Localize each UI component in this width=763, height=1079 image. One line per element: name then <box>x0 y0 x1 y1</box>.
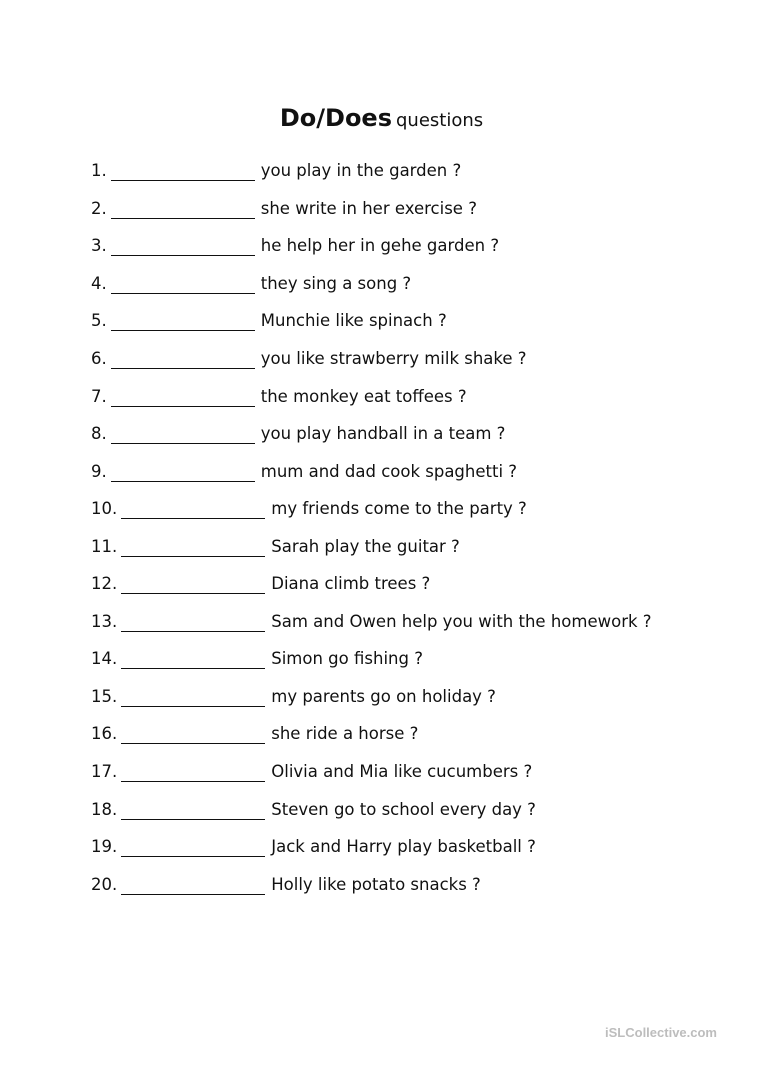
question-item <box>91 415 731 453</box>
question-text: Diana climb trees ? <box>271 574 431 594</box>
question-number: 13. <box>91 611 118 631</box>
question-number: 4. <box>91 273 107 293</box>
question-text: Steven go to school every day ? <box>271 799 536 819</box>
question-text: she ride a horse ? <box>271 724 419 744</box>
answer-blank[interactable] <box>121 880 265 895</box>
question-number: 14. <box>91 649 118 669</box>
page-title <box>0 96 763 134</box>
question-text: he help her in gehe garden ? <box>260 236 500 256</box>
question-number: 3. <box>91 236 107 256</box>
question-text: my parents go on holiday ? <box>271 686 496 706</box>
title-main: Do/Does <box>279 104 392 132</box>
answer-blank[interactable] <box>111 166 255 181</box>
question-text: they sing a song ? <box>260 273 412 293</box>
question-number: 11. <box>91 536 118 556</box>
answer-blank[interactable] <box>121 504 265 519</box>
question-text: Simon go fishing ? <box>271 649 423 669</box>
answer-blank[interactable] <box>111 241 255 256</box>
question-number: 5. <box>91 311 107 331</box>
question-text: the monkey eat toffees ? <box>260 386 467 406</box>
question-number: 10. <box>91 499 118 519</box>
question-number: 1. <box>91 161 107 181</box>
question-text: Sam and Owen help you with the homework ? <box>271 611 652 631</box>
question-text: she write in her exercise ? <box>260 198 477 218</box>
question-item <box>91 152 731 190</box>
answer-blank[interactable] <box>121 692 265 707</box>
question-text: mum and dad cook spaghetti ? <box>260 461 518 481</box>
question-number: 7. <box>91 386 107 406</box>
question-item <box>91 828 731 866</box>
question-number: 15. <box>91 686 118 706</box>
question-number: 6. <box>91 349 107 368</box>
question-item <box>91 715 731 753</box>
question-number: 16. <box>91 724 118 744</box>
answer-blank[interactable] <box>111 279 255 294</box>
question-item <box>91 527 731 565</box>
question-number: 9. <box>91 461 107 481</box>
title-subtitle: questions <box>396 110 484 131</box>
question-item <box>91 452 731 490</box>
answer-blank[interactable] <box>111 467 255 482</box>
question-text: Sarah play the guitar ? <box>271 536 460 556</box>
question-number: 18. <box>91 799 118 819</box>
answer-blank[interactable] <box>121 805 265 820</box>
question-item <box>91 227 731 265</box>
answer-blank[interactable] <box>121 842 265 857</box>
question-text: you play in the garden ? <box>260 161 462 181</box>
question-text: you play handball in a team ? <box>260 424 506 444</box>
answer-blank[interactable] <box>121 654 265 669</box>
question-item <box>91 790 731 828</box>
answer-blank[interactable] <box>111 429 255 444</box>
answer-blank[interactable] <box>121 579 265 594</box>
watermark: iSLCollective.com <box>605 1025 717 1040</box>
question-text: Olivia and Mia like cucumbers ? <box>271 762 533 782</box>
question-item <box>91 678 731 716</box>
question-item <box>91 490 731 528</box>
question-item <box>91 565 731 603</box>
question-text: Munchie like spinach ? <box>260 311 447 331</box>
question-number: 20. <box>91 874 118 894</box>
question-text: you like strawberry milk shake ? <box>260 349 527 368</box>
answer-blank[interactable] <box>121 542 265 557</box>
answer-blank[interactable] <box>121 729 265 744</box>
question-item <box>91 302 731 340</box>
question-text: Holly like potato snacks ? <box>271 874 481 894</box>
question-number: 19. <box>91 837 118 857</box>
question-item <box>91 603 731 641</box>
question-text: Jack and Harry play basketball ? <box>271 837 536 857</box>
question-list <box>91 152 731 903</box>
answer-blank[interactable] <box>111 354 255 369</box>
question-number: 12. <box>91 574 118 594</box>
question-item <box>91 640 731 678</box>
answer-blank[interactable] <box>111 392 255 407</box>
question-item <box>91 377 731 415</box>
question-item <box>91 340 731 378</box>
question-item <box>91 865 731 903</box>
question-number: 2. <box>91 198 107 218</box>
answer-blank[interactable] <box>111 316 255 331</box>
answer-blank[interactable] <box>121 617 265 632</box>
question-number: 8. <box>91 424 107 444</box>
question-item <box>91 190 731 228</box>
question-item <box>91 753 731 791</box>
question-number: 17. <box>91 762 118 782</box>
answer-blank[interactable] <box>121 767 265 782</box>
question-text: my friends come to the party ? <box>271 499 527 519</box>
question-item <box>91 265 731 303</box>
answer-blank[interactable] <box>111 204 255 219</box>
